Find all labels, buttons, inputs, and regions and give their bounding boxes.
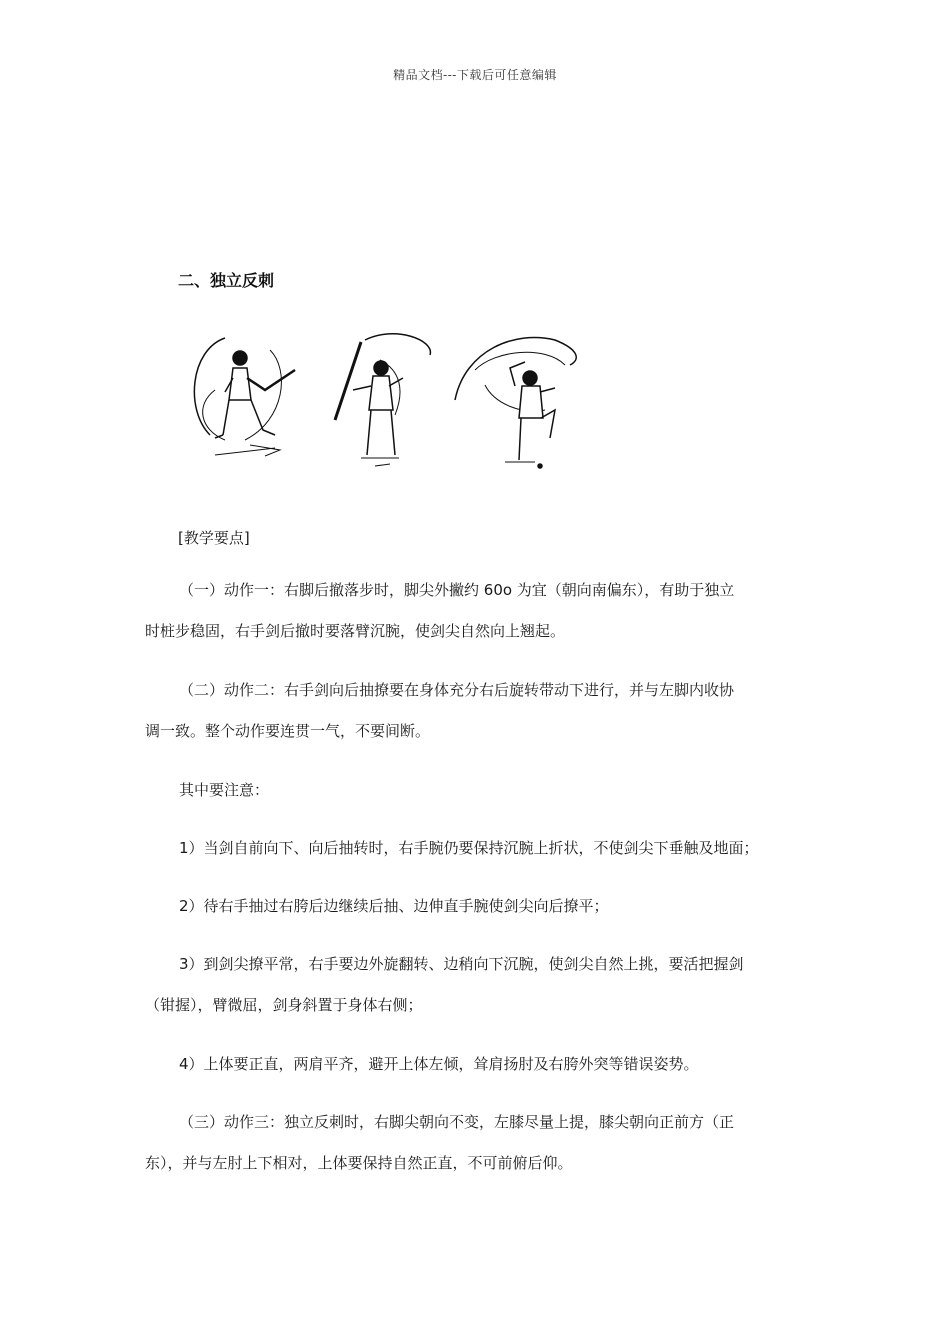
figure-2-icon (335, 334, 430, 466)
paragraph-action-2 (145, 670, 810, 752)
note-2 (145, 886, 810, 927)
p2-line2: 调一致。整个动作要连贯一气，不要间断。 (145, 722, 431, 740)
note-1-text: 1）当剑自前向下、向后抽转时，右手腕仍要保持沉腕上折状，不使剑尖下垂触及地面； (179, 839, 759, 857)
p2-line1: （二）动作二：右手剑向后抽撩要在身体充分右后旋转带动下进行，并与左脚内收协 (179, 681, 735, 699)
p1-line1: （一）动作一：右脚后撤落步时，脚尖外撇约 60o 为宜（朝向南偏东），有助于独立 (179, 581, 735, 599)
note-3-line2: （钳握），臂微屈，剑身斜置于身体右侧； (145, 996, 423, 1014)
section-title: 二、独立反刺 (178, 271, 275, 290)
note-intro (145, 770, 810, 811)
p3-line2: 东），并与左肘上下相对，上体要保持自然正直，不可前俯后仰。 (145, 1154, 573, 1172)
figure-3-icon (455, 338, 576, 469)
p3-line1: （三）动作三：独立反刺时，右脚尖朝向不变，左膝尽量上提，膝尖朝向正前方（正 (179, 1113, 735, 1131)
page-header: 精品文档---下载后可任意编辑 (393, 68, 557, 82)
note-3-line1: 3）到剑尖撩平常，右手要边外旋翻转、边稍向下沉腕，使剑尖自然上挑，要活把握剑 (179, 955, 744, 973)
illustration-svg (185, 330, 595, 480)
note-2-text: 2）待右手抽过右胯后边继续后抽、边伸直手腕使剑尖向后撩平； (179, 897, 609, 915)
note-4-text: 4）上体要正直，两肩平齐，避开上体左倾，耸肩扬肘及右胯外突等错误姿势。 (179, 1055, 699, 1073)
paragraph-action-3 (145, 1102, 810, 1184)
illustration-panel (185, 330, 595, 480)
key-points-label: [教学要点] (178, 529, 250, 547)
note-3 (145, 944, 810, 1026)
figure-1-icon (194, 338, 295, 456)
p1-line2: 时桩步稳固，右手剑后撤时要落臂沉腕，使剑尖自然向上翘起。 (145, 622, 566, 640)
note-1 (145, 828, 825, 869)
note-4 (145, 1044, 810, 1085)
paragraph-action-1 (145, 570, 810, 652)
note-intro-text: 其中要注意： (179, 781, 270, 799)
